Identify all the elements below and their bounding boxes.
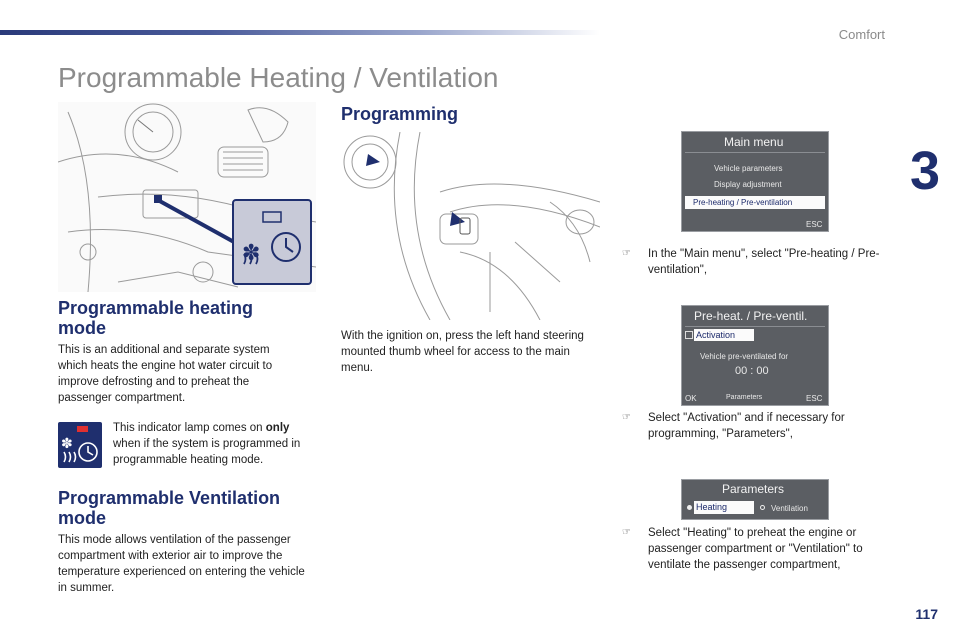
arrow-icon: ☞ — [622, 248, 631, 259]
ok-label: OK — [685, 394, 697, 403]
indicator-lamp-description: This indicator lamp comes on only when if the system is programmed in programmable heating mode. — [113, 422, 301, 466]
chapter-number: 3 — [909, 141, 938, 201]
radio-selected-icon — [687, 505, 692, 510]
ventilation-mode-description: This mode allows ventilation of the passenger compartment with exterior air to improve the temperature experienced on entering the vehicle in summer. — [58, 534, 305, 594]
programming-instructions: With the ignition on, press the left hand steering mounted thumb wheel for access to the main menu. — [341, 330, 584, 374]
main-menu-item: Vehicle parameters — [714, 164, 783, 173]
parameters-title: Parameters — [722, 482, 785, 496]
section-label: Comfort — [838, 27, 885, 42]
page-number: 117 — [915, 606, 938, 622]
indicator-lamp-icon — [58, 422, 102, 468]
checkbox-icon — [685, 331, 693, 339]
screen-divider — [685, 326, 825, 327]
heating-mode-description: This is an additional and separate system which heats the engine hot water circuit to improve defrosting and to preheat the passenger compartment. — [58, 344, 273, 404]
header-decor-bar — [0, 30, 600, 35]
steering-wheel-illustration — [340, 132, 600, 320]
main-menu-item: Display adjustment — [714, 180, 782, 189]
ventilation-mode-heading: Programmable Ventilation mode — [58, 488, 281, 528]
svg-text:✽: ✽ — [61, 436, 73, 452]
radio-icon — [760, 505, 765, 510]
parameters-selected-item: Heating — [694, 501, 754, 514]
parameters-label: Parameters — [726, 394, 763, 401]
esc-label: ESC — [806, 394, 823, 403]
parameters-other-item: Ventilation — [771, 504, 808, 513]
bullet-item: ☞ Select "Heating" to preheat the engine or passenger compartment or "Ventilation" to ventilate the passenger compartment, — [622, 527, 863, 571]
preheat-line: Vehicle pre-ventilated for — [700, 352, 789, 361]
heating-mode-heading: Programmable heating mode — [58, 298, 254, 338]
esc-label: ESC — [806, 220, 823, 229]
preheat-screen — [681, 305, 829, 406]
bullet-item: ☞ Select "Activation" and if necessary for programming, "Parameters", — [622, 412, 845, 440]
bullet-item: ☞ In the "Main menu", select "Pre-heating / Pre-ventilation", — [622, 248, 880, 276]
programming-heading: Programming — [341, 104, 459, 124]
preheat-title: Pre-heat. / Pre-ventil. — [694, 309, 808, 323]
main-menu-title: Main menu — [724, 135, 784, 149]
main-menu-selected-item: Pre-heating / Pre-ventilation — [685, 196, 825, 209]
preheat-time: 00 : 00 — [735, 365, 769, 377]
svg-text:✽: ✽ — [242, 241, 261, 266]
screen-divider — [685, 152, 825, 153]
preheat-selected-item: Activation — [694, 329, 754, 341]
dashboard-illustration — [58, 102, 316, 292]
parameters-screen — [681, 479, 829, 520]
page-title: Programmable Heating / Ventilation — [58, 62, 499, 93]
arrow-icon: ☞ — [622, 412, 631, 423]
main-menu-screen — [681, 131, 829, 232]
arrow-icon: ☞ — [622, 527, 631, 538]
